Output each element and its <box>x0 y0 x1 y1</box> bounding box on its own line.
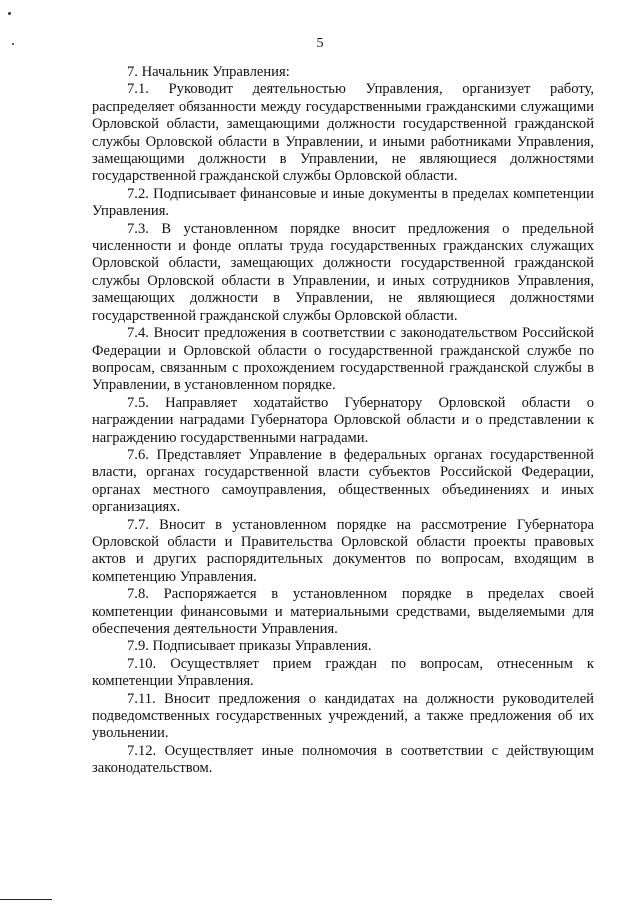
paragraph-7-8: 7.8. Распоряжается в установленном порядке в пределах своей компетенции финансовыми и материальными средствами, выделяемыми для обеспечения деятельности Управления. <box>92 586 594 637</box>
paragraph-7-4: 7.4. Вносит предложения в соответствии с законодательством Российской Федерации и Орловской области о государственной гражданской службе по вопросам, связанным с прохождением государственной гражданской службы в Управлении, в установленном порядке. <box>92 325 594 394</box>
paragraph-7-2: 7.2. Подписывает финансовые и иные документы в пределах компетенции Управления. <box>92 185 594 220</box>
paragraph-7-6: 7.6. Представляет Управление в федеральных органах государственной власти, органах государственной власти субъектов Российской Федерации, органах местного самоуправления, общественных объединениях и иных организациях. <box>92 446 594 516</box>
paragraph-7-11: 7.11. Вносит предложения о кандидатах на должности руководителей подведомственных государственных учреждений, а также предложения об их увольнении. <box>92 690 594 742</box>
paragraph-7-12: 7.12. Осуществляет иные полномочия в соответствии с действующим законодательством. <box>92 742 594 777</box>
paragraph-7-9: 7.9. Подписывает приказы Управления. <box>127 638 372 655</box>
paragraph-7-10: 7.10. Осуществляет прием граждан по вопросам, отнесенным к компетенции Управления. <box>92 655 594 690</box>
paragraph-7-1: 7.1. Руководит деятельностью Управления, организует работу, распределяет обязанности между государственными гражданскими служащими Орловской области, замещающими должности государственной гражданской службы Орловской области в Управлении, и иными работниками Управления, замещающими должности в Управлении, не являющиеся должностями государственной гражданской службы Орловской области. <box>92 81 594 185</box>
document-body <box>92 64 594 778</box>
paragraph-7-5: 7.5. Направляет ходатайство Губернатору Орловской области о награждении наградами Губернатора Орловской области и о представлении к награждению государственными наградами. <box>92 394 594 446</box>
paragraph-7-7: 7.7. Вносит в установленном порядке на рассмотрение Губернатора Орловской области и Правительства Орловской области проекты правовых актов и других распорядительных документов по вопросам, входящим в компетенцию Управления. <box>92 516 594 585</box>
scan-speck <box>8 12 11 15</box>
section-heading: 7. Начальник Управления: <box>127 64 290 80</box>
page-number: 5 <box>316 36 324 51</box>
footer-rule <box>0 899 52 900</box>
paragraph-7-3: 7.3. В установленном порядке вносит предложения о предельной численности и фонде оплаты труда государственных гражданских служащих Орловской области, замещающих должности государственной гражданской службы Орловской области в Управлении, и иных сотрудников Управления, замещающих должности в Управлении, не являющиеся должностями государственной гражданской службы Орловской области. <box>92 220 594 324</box>
